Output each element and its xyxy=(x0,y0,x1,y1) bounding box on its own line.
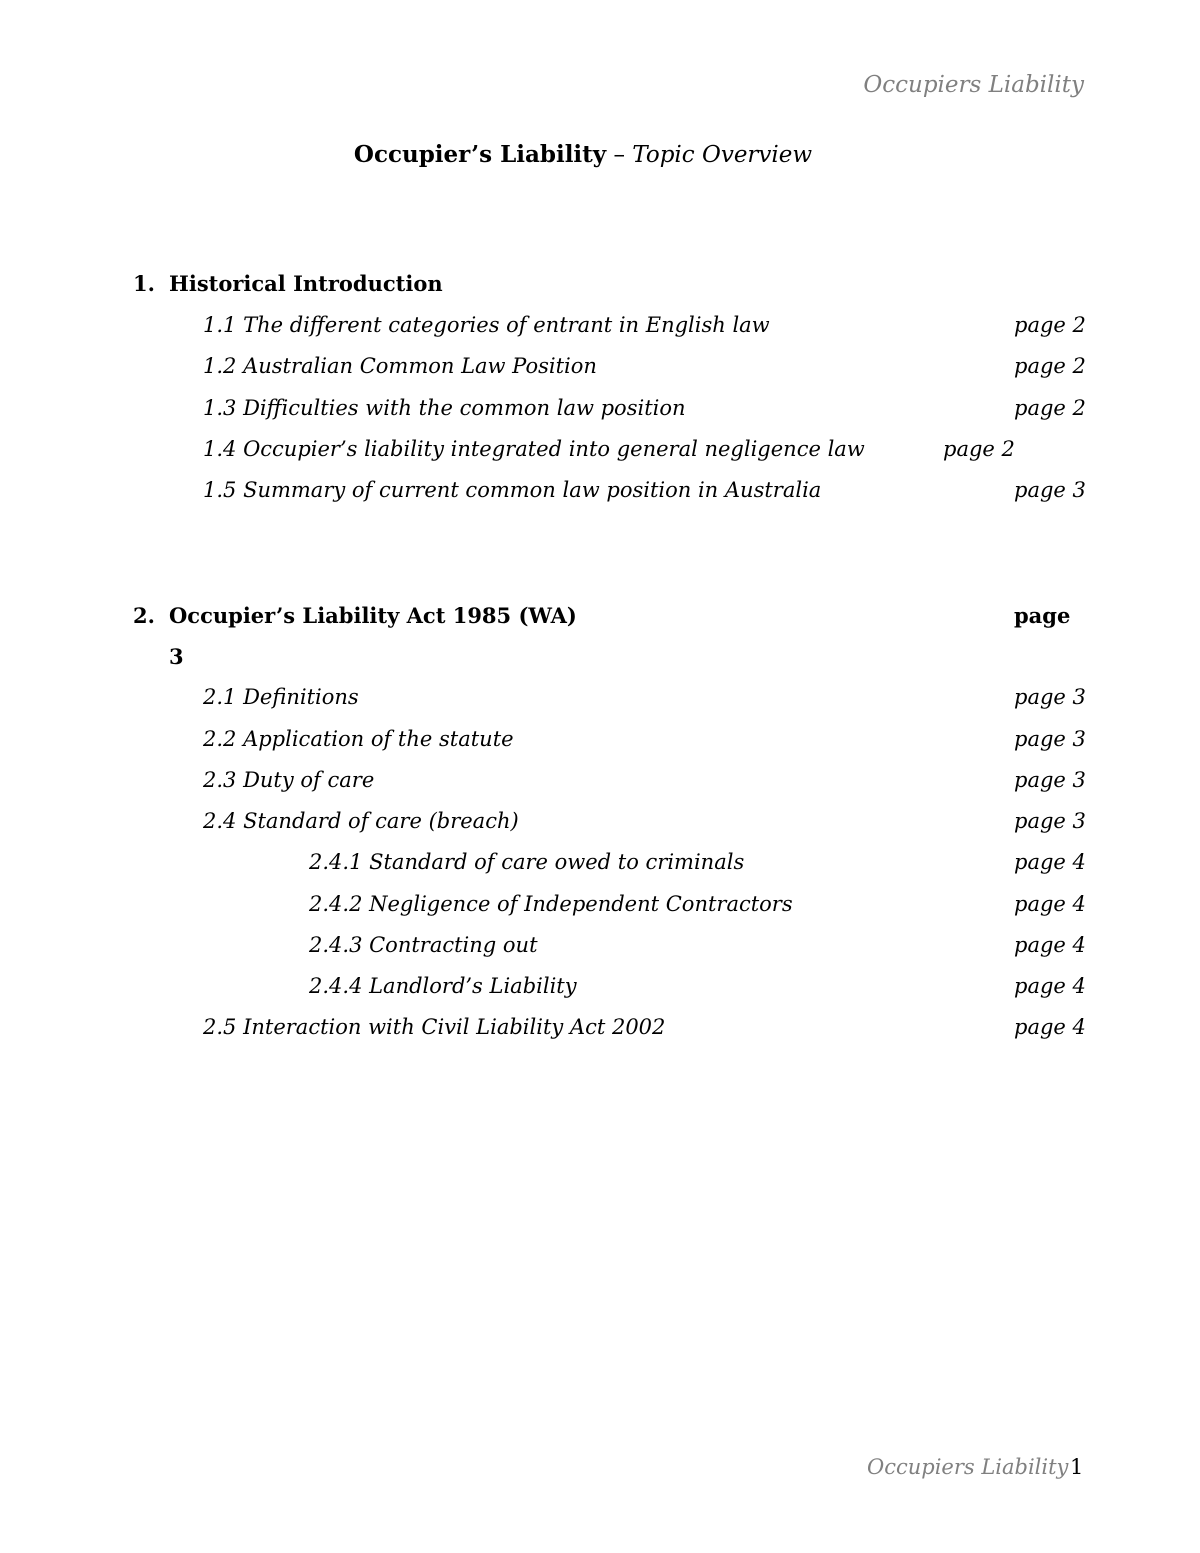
toc-entry-label: 2.2 Application of the statute xyxy=(203,727,514,751)
toc-entry-label: 1.1 The different categories of entrant in English law xyxy=(203,313,770,337)
toc-entry-label: 2.3 Duty of care xyxy=(203,768,375,792)
header-running-title: Occupiers Liability xyxy=(863,72,1084,98)
toc-entry-label: 2.4.3 Contracting out xyxy=(309,933,538,957)
toc-entry-label: 2.4.4 Landlord’s Liability xyxy=(309,974,577,998)
toc-entry-page: page 2 xyxy=(1014,313,1086,337)
section-title: Historical Introduction xyxy=(169,271,443,296)
toc-entry-page: page 4 xyxy=(1014,933,1086,957)
toc-entry-label: 2.5 Interaction with Civil Liability Act 2002 xyxy=(203,1015,666,1039)
section-page-number: 3 xyxy=(169,644,184,669)
toc-entry-page: page 3 xyxy=(1014,768,1086,792)
section-title: Occupier’s Liability Act 1985 (WA) xyxy=(169,603,577,628)
toc-entry-page: page 4 xyxy=(1014,1015,1086,1039)
document-title xyxy=(0,141,1166,168)
title-main: Occupier’s Liability xyxy=(353,141,607,168)
toc-entry-label: 2.4.2 Negligence of Independent Contractors xyxy=(309,892,793,916)
toc-entry-label: 2.4 Standard of care (breach) xyxy=(203,809,519,833)
toc-entry-page: page 4 xyxy=(1014,892,1086,916)
toc-entry-page: page 3 xyxy=(1014,727,1086,751)
toc-entry-page: page 3 xyxy=(1014,685,1086,709)
toc-entry-page: page 4 xyxy=(1014,850,1086,874)
section-page-word: page xyxy=(1014,603,1071,628)
title-dash: – xyxy=(606,142,633,168)
footer-running-title: Occupiers Liability xyxy=(867,1455,1069,1479)
section-number: 1. xyxy=(133,271,155,296)
section-number: 2. xyxy=(133,603,155,628)
toc-entry-page: page 2 xyxy=(1014,396,1086,420)
toc-entry-label: 2.4.1 Standard of care owed to criminals xyxy=(309,850,745,874)
title-subtitle: Topic Overview xyxy=(632,142,813,168)
toc-entry-label: 1.2 Australian Common Law Position xyxy=(203,354,597,378)
toc-entry-page: page 2 xyxy=(1014,354,1086,378)
footer-page-number: 1 xyxy=(1070,1455,1084,1479)
toc-entry-page: page 4 xyxy=(1014,974,1086,998)
toc-entry-page: page 3 xyxy=(1014,478,1086,502)
toc-entry-label: 2.1 Definitions xyxy=(203,685,359,709)
toc-entry-label: 1.5 Summary of current common law position in Australia xyxy=(203,478,822,502)
toc-entry-page: page 3 xyxy=(1014,809,1086,833)
toc-entry-label: 1.3 Difficulties with the common law position xyxy=(203,396,686,420)
toc-entry-page: page 2 xyxy=(943,437,1015,461)
toc-entry-label: 1.4 Occupier’s liability integrated into general negligence law xyxy=(203,437,865,461)
